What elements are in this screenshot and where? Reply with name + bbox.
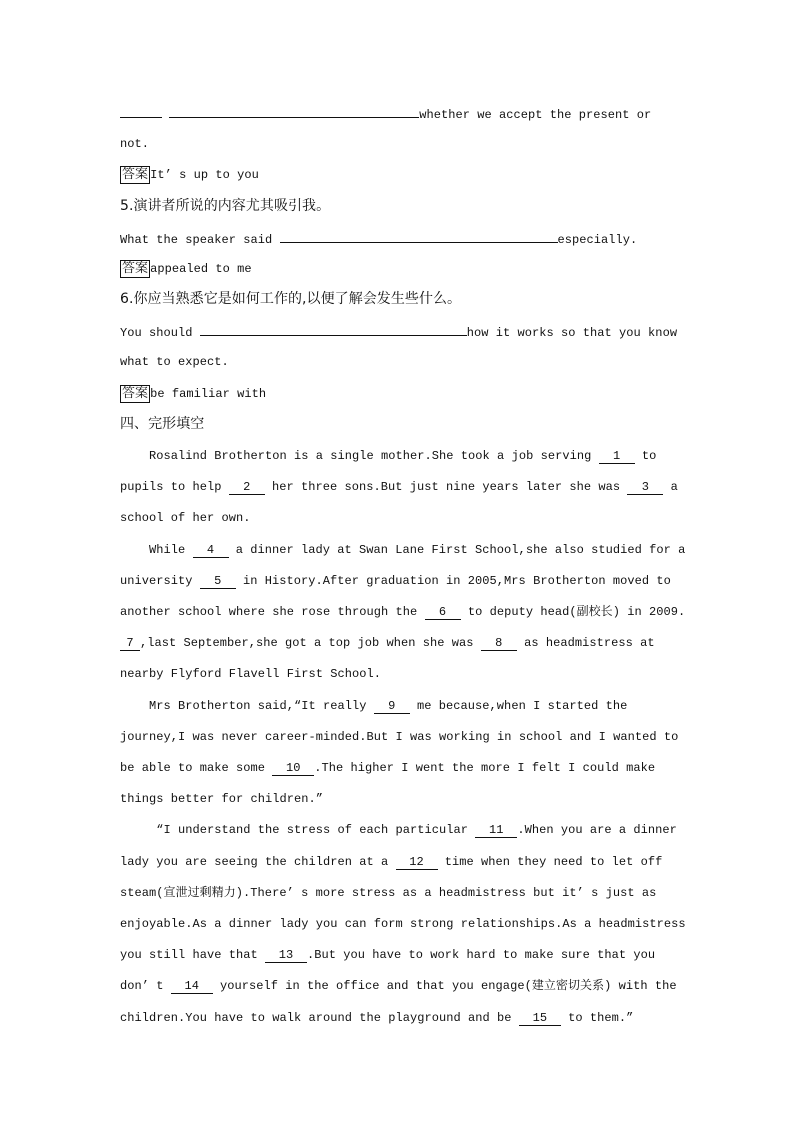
text: ,last September,she got a top job when she was [140,636,481,650]
text: to [634,449,657,463]
blank-10[interactable]: 10 [272,761,314,776]
text: a [663,480,678,494]
q4-line-tail: whether we accept the present or [419,108,652,122]
blank-14[interactable]: 14 [171,979,213,994]
q4-blank-short[interactable] [120,105,162,118]
q5-line-tail: especially. [557,233,638,247]
q4-fill-line [120,105,651,123]
text: be able to make some [120,761,273,775]
q5-prompt: 5.演讲者所说的内容尤其吸引我。 [120,198,331,214]
p2-line4 [120,635,655,651]
text: as headmistress at [516,636,655,650]
q6-fill-line [120,323,677,341]
text: .When you are a dinner [517,823,677,837]
blank-3[interactable]: 3 [627,480,663,495]
q4-answer-row [120,166,259,184]
p4-line6 [120,978,677,994]
answer-label: 答案 [122,386,149,401]
text: a dinner lady at Swan Lane First School,she also studied for a [228,543,686,557]
q5-answer: appealed to me [150,262,252,276]
q6-line2: what to expect. [120,355,229,369]
text: pupils to help [120,480,229,494]
q6-answer-row [120,385,266,403]
text: me because,when I started the [409,699,628,713]
p1-line1 [120,448,656,464]
text: in History.After graduation in 2005,Mrs Brotherton moved to [235,574,671,588]
answer-label: 答案 [122,261,149,276]
p2-line5: nearby Flyford Flavell First School. [120,667,382,681]
q4-line2: not. [120,137,150,151]
p4-line7 [120,1010,633,1026]
text: children.You have to walk around the playground and be [120,1011,519,1025]
text: her three sons.But just nine years later she was [264,480,628,494]
q5-blank[interactable] [280,230,558,243]
text: to them.” [560,1011,634,1025]
p3-line1 [120,698,627,714]
p3-line2: journey,I was never career-minded.But I was working in school and I wanted to [120,730,679,744]
p4-line3: steam(宣泄过剩精力).There’ s more stress as a headmistress but it’ s just as [120,886,657,900]
p4-line1 [120,822,677,838]
text: lady you are seeing the children at a [120,855,396,869]
q6-prompt: 6.你应当熟悉它是如何工作的,以便了解会发生些什么。 [120,291,462,307]
text: Mrs Brotherton said,“It really [120,699,374,713]
text: another school where she rose through the [120,605,425,619]
p2-line3 [120,604,685,620]
blank-1[interactable]: 1 [599,449,635,464]
blank-12[interactable]: 12 [396,855,438,870]
section-title: 四、完形填空 [120,416,205,432]
q5-line-head: What the speaker said [120,233,273,247]
p4-line2 [120,854,662,870]
q6-answer: be familiar with [150,387,267,401]
p1-line3: school of her own. [120,511,251,525]
q6-line-tail: how it works so that you know [466,326,678,340]
answer-label: 答案 [122,167,149,182]
p2-line2 [120,573,671,589]
blank-5[interactable]: 5 [200,574,236,589]
q4-answer: It’ s up to you [150,168,259,182]
text: time when they need to let off [437,855,663,869]
blank-8[interactable]: 8 [481,636,517,651]
text: don’ t [120,979,171,993]
text: .The higher I went the more I felt I could make [314,761,656,775]
blank-15[interactable]: 15 [519,1011,561,1026]
text: Rosalind Brotherton is a single mother.She took a job serving [120,449,599,463]
text: to deputy head(副校长) in 2009. [460,605,686,619]
p1-line2 [120,479,678,495]
p4-line4: enjoyable.As a dinner lady you can form strong relationships.As a headmistress [120,917,686,931]
text: “I understand the stress of each particular [120,823,476,837]
p3-line4: things better for children.” [120,792,324,806]
q5-answer-row [120,260,252,278]
q5-fill-line [120,230,637,248]
blank-2[interactable]: 2 [229,480,265,495]
p3-line3 [120,760,655,776]
text: .But you have to work hard to make sure that you [307,948,656,962]
blank-13[interactable]: 13 [265,948,307,963]
blank-7[interactable]: 7 [120,636,140,651]
text: While [120,543,193,557]
text: you still have that [120,948,266,962]
p2-line1 [120,542,685,558]
q6-blank[interactable] [200,323,467,336]
text: yourself in the office and that you engage(建立密切关系) with the [212,979,677,993]
text: university [120,574,200,588]
blank-4[interactable]: 4 [193,543,229,558]
q6-line-head: You should [120,326,193,340]
q4-blank-long[interactable] [169,105,419,118]
blank-9[interactable]: 9 [374,699,410,714]
blank-11[interactable]: 11 [475,823,517,838]
blank-6[interactable]: 6 [425,605,461,620]
p4-line5 [120,947,655,963]
